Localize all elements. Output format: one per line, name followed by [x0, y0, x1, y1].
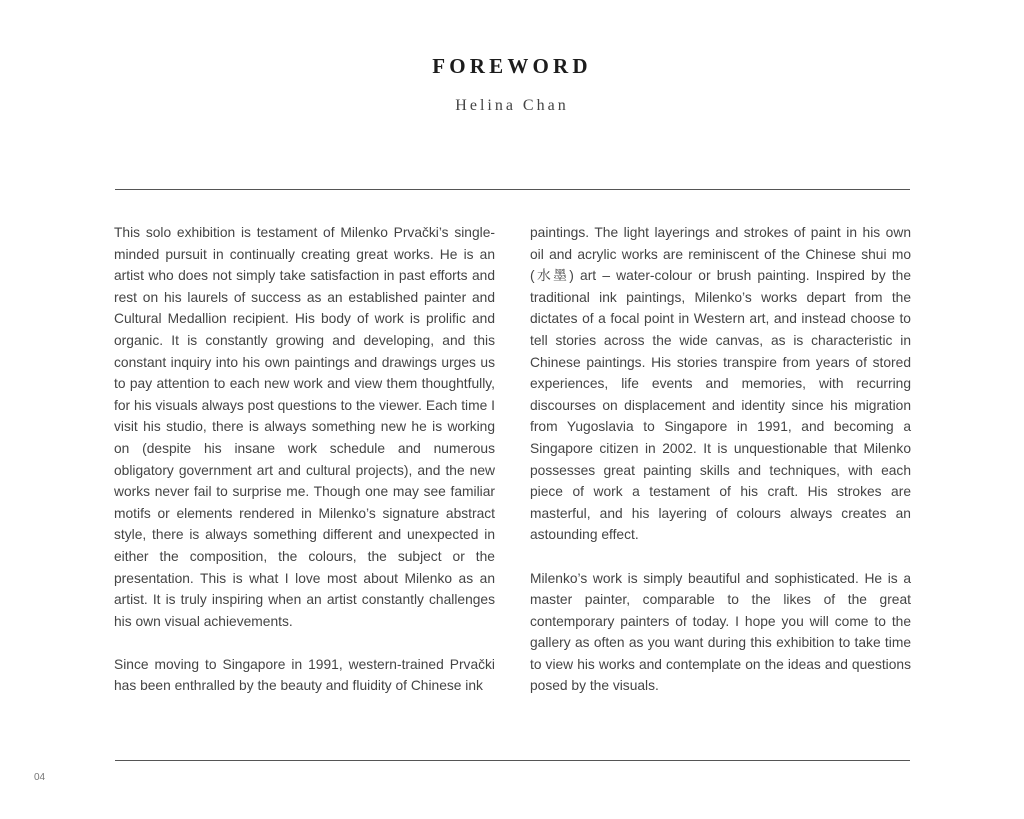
page-number: 04 [34, 772, 46, 783]
paragraph: This solo exhibition is testament of Milenko Prvački’s single-minded pursuit in continually creating great works. He is an artist who does not simply take satisfaction in past efforts and rest on his laurels of success as an established painter and Cultural Medallion recipient. His body of work is prolific and organic. It is constantly growing and developing, and this constant inquiry into his own paintings and drawings urges us to pay attention to each new work and view them thoughtfully, for his visuals always post questions to the viewer. Each time I visit his studio, there is always something new he is working on (despite his insane work schedule and numerous obligatory government art and cultural projects), and the new works never fail to surprise me. Though one may see familiar motifs or elements rendered in Milenko’s signature abstract style, there is always something different and unexpected in either the composition, the colours, the subject or the presentation. This is what I love most about Milenko as an artist. It is truly inspiring when an artist constantly challenges his own visual achievements. [114, 225, 495, 629]
left-text-column [114, 222, 495, 719]
right-text-column [530, 222, 911, 719]
author-name: Helina Chan [455, 97, 569, 114]
top-divider [115, 189, 910, 190]
page-title: FOREWORD [432, 54, 592, 78]
paragraph: paintings. The light layerings and strokes of paint in his own oil and acrylic works are reminiscent of the Chinese shui mo (水墨) art – water-colour or brush painting. Inspired by the traditional ink paintings, Milenko’s works depart from the dictates of a focal point in Western art, and instead choose to tell stories across the wide canvas, as is characteristic in Chinese paintings. His stories transpire from years of stored experiences, life events and memories, with recurring discourses on displacement and identity since his migration from Yugoslavia to Singapore in 1991, and becoming a Singapore citizen in 2002. It is unquestionable that Milenko possesses great painting skills and techniques, with each piece of work a testament of his craft. His strokes are masterful, and his layering of colours always creates an astounding effect. [530, 225, 911, 543]
paragraph: Milenko’s work is simply beautiful and sophisticated. He is a master painter, comparable to the likes of the great contemporary painters of today. I hope you will come to the gallery as often as you want during this exhibition to take time to view his works and contemplate on the ideas and questions posed by the visuals. [530, 570, 911, 694]
paragraph: Since moving to Singapore in 1991, western-trained Prvački has been enthralled by the beauty and fluidity of Chinese ink [114, 656, 495, 694]
bottom-divider [115, 760, 910, 761]
